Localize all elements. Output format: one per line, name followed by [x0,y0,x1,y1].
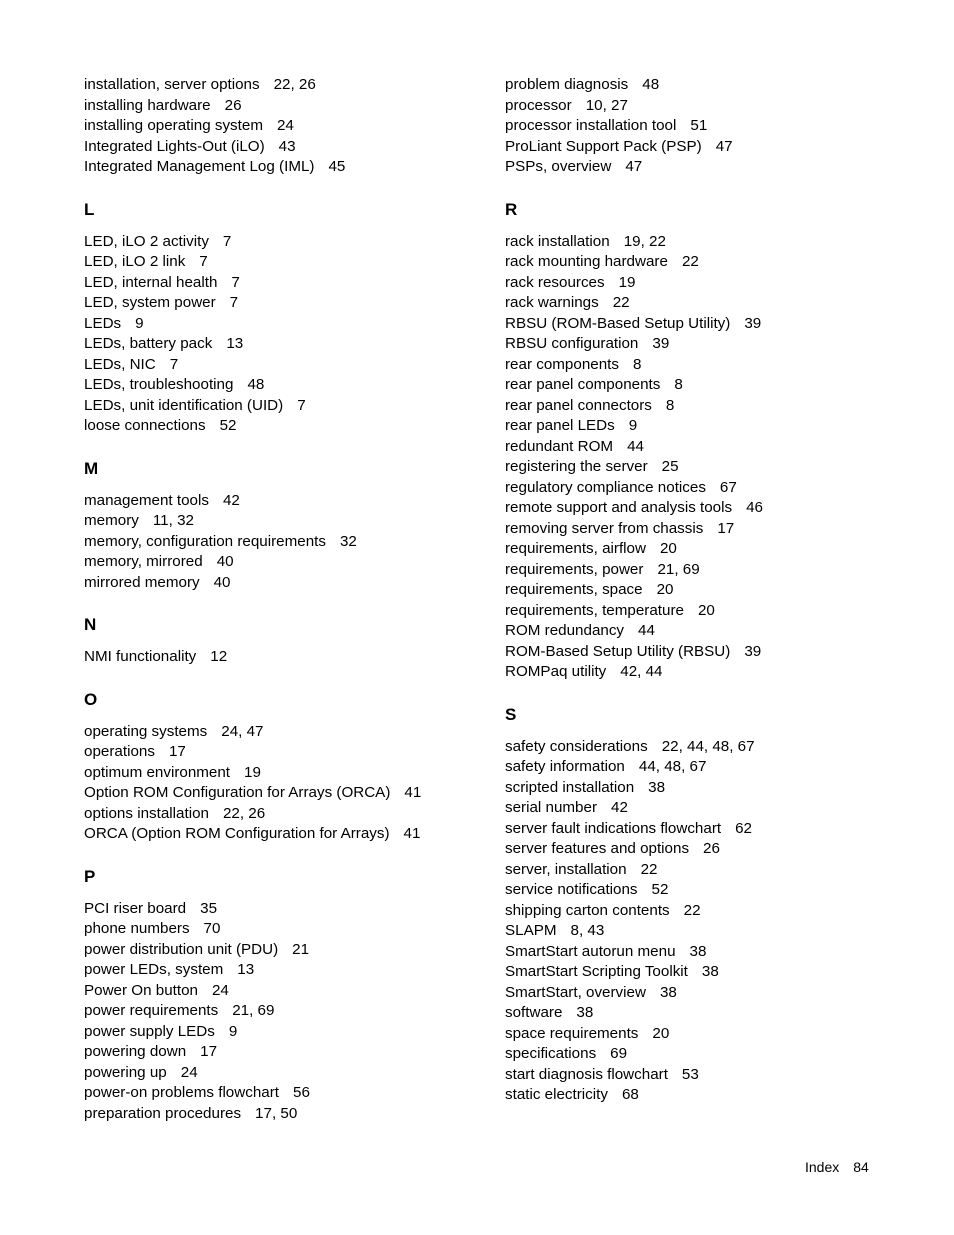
index-entry [84,232,484,253]
index-entry [505,75,925,96]
entry-term: server features and options [505,840,690,857]
entry-pages[interactable]: 20 [652,1024,670,1042]
entry-pages[interactable]: 42 [611,799,628,816]
entry-pages[interactable]: 7 [297,396,306,414]
section-letter: L [84,199,95,219]
entry-pages[interactable]: 44 [638,622,655,639]
entry-term: safety considerations [505,737,648,755]
section-letter: N [84,615,97,634]
entry-pages[interactable]: 44 [627,437,644,455]
entry-term: remote support and analysis tools [505,499,733,516]
index-entry [505,457,925,478]
entry-term: loose connections [84,417,206,434]
entry-pages[interactable]: 67 [719,478,737,496]
entry-term: LEDs, battery pack [84,335,213,352]
index-entry [505,778,925,799]
entry-pages[interactable]: 20 [659,540,677,557]
index-entry [505,642,925,663]
index-entry [505,314,925,335]
index-entry [84,1042,484,1063]
entry-pages[interactable]: 24, 47 [221,722,264,740]
footer-label: Index [805,1159,840,1175]
entry-term: ORCA (Option ROM Configuration for Arrays) [84,825,390,842]
entry-term: installing hardware [84,96,211,114]
index-section [84,690,484,845]
index-entry [84,375,484,396]
entry-term: optimum environment [84,763,231,781]
entry-term: regulatory compliance notices [505,478,706,496]
index-entry [505,839,925,860]
entry-term: memory, configuration requirements [84,532,326,550]
index-entry [84,293,484,314]
entry-term: serial number [505,799,598,816]
entry-term: power supply LEDs [84,1022,215,1040]
entry-pages[interactable]: 38 [701,963,719,980]
index-entry [84,981,484,1002]
index-entry [505,901,925,922]
entry-term: rear components [505,355,619,373]
entry-pages[interactable]: 47 [625,158,643,175]
index-entry [84,804,484,825]
page-number: 84 [853,1159,869,1175]
index-entry [505,478,925,499]
index-entry [505,1003,925,1024]
entry-pages[interactable]: 12 [210,648,228,665]
index-entry [505,880,925,901]
entry-pages[interactable]: 7 [222,232,232,250]
entry-term: Integrated Management Log (IML) [84,158,315,175]
entry-term: LED, internal health [84,273,218,291]
entry-pages[interactable]: 13 [237,961,255,978]
entry-term: NMI functionality [84,648,197,665]
entry-pages[interactable]: 10, 27 [585,96,628,114]
index-entry [84,157,484,178]
entry-pages[interactable]: 39 [652,335,670,352]
index-section [84,867,484,1125]
entry-term: removing server from chassis [505,519,704,537]
entry-pages[interactable]: 20 [697,601,715,619]
entry-term: space requirements [505,1024,639,1042]
section-letter: M [84,458,99,478]
entry-pages[interactable]: 62 [735,819,753,837]
index-entry [84,355,484,376]
entry-term: software [505,1004,563,1021]
entry-pages[interactable]: 52 [651,881,669,898]
entry-pages[interactable]: 22, 44, 48, 67 [661,737,755,755]
entry-term: RBSU configuration [505,335,639,352]
index-section [84,459,484,594]
index-entry [505,396,925,417]
index-entry [505,116,925,137]
entry-term: Power On button [84,981,198,999]
index-entry [505,560,925,581]
entry-term: operations [84,743,155,760]
entry-term: shipping carton contents [505,901,670,919]
entry-pages[interactable]: 41 [404,784,422,801]
entry-pages[interactable]: 7 [169,355,179,373]
entry-term: Option ROM Configuration for Arrays (ORCA) [84,784,391,801]
index-entry [505,157,925,178]
index-entry [505,252,925,273]
entry-term: requirements, space [505,581,643,598]
entry-term: LEDs, unit identification (UID) [84,396,284,414]
entry-pages[interactable]: 7 [199,253,208,270]
entry-pages[interactable]: 24 [180,1063,198,1081]
entry-term: rear panel LEDs [505,417,615,434]
entry-pages[interactable]: 9 [228,1022,238,1040]
entry-pages[interactable]: 39 [744,314,762,332]
entry-term: powering down [84,1043,187,1060]
entry-term: ProLiant Support Pack (PSP) [505,137,702,155]
entry-term: SmartStart Scripting Toolkit [505,963,688,980]
entry-pages[interactable]: 69 [610,1045,628,1062]
index-entry [505,519,925,540]
index-entry [84,491,484,512]
index-entry [84,824,484,845]
entry-pages[interactable]: 68 [621,1086,639,1103]
entry-term: rack installation [505,232,610,250]
entry-term: LEDs [84,314,122,332]
entry-pages[interactable]: 70 [203,920,221,937]
index-entry [505,437,925,458]
entry-term: powering up [84,1063,167,1081]
entry-term: registering the server [505,458,648,475]
entry-term: scripted installation [505,778,635,796]
section-letter: S [505,704,517,724]
entry-term: rack mounting hardware [505,253,668,270]
index-entry [84,137,484,158]
index-section [505,200,925,683]
entry-pages[interactable]: 42, 44 [620,663,663,680]
entry-term: requirements, airflow [505,540,646,557]
entry-term: rack warnings [505,294,599,311]
entry-pages[interactable]: 48 [247,376,265,393]
entry-pages[interactable]: 9 [628,417,638,434]
entry-pages[interactable]: 26 [224,96,242,114]
index-entry [84,511,484,532]
index-entry [505,757,925,778]
index-entry [505,819,925,840]
entry-pages[interactable]: 17 [200,1043,218,1060]
entry-pages[interactable]: 22 [683,901,701,919]
index-section [505,75,925,178]
entry-pages[interactable]: 38 [689,942,707,960]
index-entry [505,273,925,294]
entry-term: static electricity [505,1086,608,1103]
entry-pages[interactable]: 13 [226,335,244,352]
index-entry [505,621,925,642]
entry-term: PSPs, overview [505,158,612,175]
entry-pages[interactable]: 38 [659,983,677,1001]
entry-term: ROM redundancy [505,622,625,639]
entry-pages[interactable]: 8 [632,355,642,373]
entry-pages[interactable]: 32 [339,532,357,550]
entry-term: power distribution unit (PDU) [84,940,279,958]
entry-pages[interactable]: 22, 26 [273,76,316,93]
entry-pages[interactable]: 38 [648,778,666,796]
index-entry [84,960,484,981]
entry-term: processor [505,96,572,114]
index-entry [84,75,484,96]
entry-term: requirements, power [505,560,644,578]
index-entry [505,293,925,314]
index-entry [84,1022,484,1043]
index-entry [84,1063,484,1084]
index-entry [84,1083,484,1104]
entry-pages[interactable]: 21, 69 [657,560,700,578]
index-entry [84,919,484,940]
entry-term: memory [84,512,139,529]
index-entry [84,532,484,553]
index-entry [84,314,484,335]
entry-pages[interactable]: 42 [222,491,240,509]
entry-term: specifications [505,1045,597,1062]
page-footer [805,1158,869,1176]
index-entry [84,783,484,804]
entry-term: management tools [84,491,209,509]
index-entry [84,763,484,784]
entry-term: installing operating system [84,117,263,134]
entry-term: SmartStart autorun menu [505,942,676,960]
index-entry [505,1044,925,1065]
index-entry [505,580,925,601]
entry-term: RBSU (ROM-Based Setup Utility) [505,314,731,332]
entry-pages[interactable]: 26 [703,840,720,857]
entry-pages[interactable]: 17 [717,519,735,537]
entry-pages[interactable]: 20 [656,581,674,598]
index-entry [84,252,484,273]
entry-term: rear panel components [505,376,661,393]
entry-term: mirrored memory [84,573,200,591]
index-entry [84,552,484,573]
index-entry [505,375,925,396]
entry-term: phone numbers [84,920,190,937]
index-entry [84,742,484,763]
entry-term: server, installation [505,860,627,878]
index-entry [84,334,484,355]
entry-pages[interactable]: 8, 43 [570,922,605,939]
entry-pages[interactable]: 53 [681,1065,699,1083]
entry-term: rack resources [505,273,605,291]
index-entry [505,416,925,437]
index-entry [84,273,484,294]
entry-term: LED, iLO 2 activity [84,232,209,250]
index-entry [84,396,484,417]
entry-pages[interactable]: 19, 22 [623,232,666,250]
entry-pages[interactable]: 40 [216,553,234,570]
entry-pages[interactable]: 24 [211,981,229,999]
entry-pages[interactable]: 22, 26 [222,804,266,822]
entry-pages[interactable]: 11, 32 [152,512,194,529]
entry-term: safety information [505,758,625,775]
entry-pages[interactable]: 19 [244,763,261,781]
entry-term: server fault indications flowchart [505,819,722,837]
entry-pages[interactable]: 17 [168,743,186,760]
entry-pages[interactable]: 43 [278,137,296,155]
index-entry [505,539,925,560]
entry-term: options installation [84,804,209,822]
entry-term: processor installation tool [505,117,677,134]
index-entry [505,601,925,622]
entry-term: Integrated Lights-Out (iLO) [84,137,265,155]
index-entry [505,860,925,881]
entry-term: start diagnosis flowchart [505,1065,668,1083]
entry-term: service notifications [505,881,638,898]
index-entry [84,722,484,743]
index-column-right [505,75,925,1106]
index-entry [84,416,484,437]
entry-term: LED, iLO 2 link [84,253,186,270]
entry-pages[interactable]: 7 [229,294,239,311]
entry-pages[interactable]: 48 [642,76,660,93]
index-section [84,615,484,668]
entry-term: preparation procedures [84,1104,242,1122]
entry-term: power requirements [84,1002,219,1019]
index-entry [505,798,925,819]
entry-term: power LEDs, system [84,961,224,978]
index-entry [84,940,484,961]
entry-pages[interactable]: 45 [328,158,346,175]
index-entry [505,921,925,942]
index-entry [505,983,925,1004]
index-section [84,75,484,178]
entry-pages[interactable]: 22 [612,294,630,311]
entry-pages[interactable]: 52 [219,417,237,434]
entry-pages[interactable]: 8 [665,396,675,414]
entry-term: installation, server options [84,76,260,93]
index-entry [505,1085,925,1106]
entry-pages[interactable]: 7 [231,273,240,291]
index-entry [505,1024,925,1045]
index-entry [505,334,925,355]
index-entry [84,1001,484,1022]
entry-pages[interactable]: 47 [715,137,733,155]
entry-pages[interactable]: 51 [690,117,708,134]
entry-pages[interactable]: 56 [293,1084,310,1101]
index-entry [84,96,484,117]
entry-term: SmartStart, overview [505,983,646,1001]
index-entry [505,498,925,519]
entry-pages[interactable]: 38 [576,1004,594,1021]
entry-term: LEDs, NIC [84,355,156,373]
entry-term: redundant ROM [505,437,614,455]
index-entry [505,662,925,683]
entry-term: rear panel connectors [505,396,652,414]
entry-pages[interactable]: 17, 50 [255,1104,298,1122]
section-letter: P [84,866,96,886]
index-section [84,200,484,437]
entry-pages[interactable]: 9 [135,314,144,332]
entry-term: SLAPM [505,922,557,939]
entry-term: requirements, temperature [505,601,684,619]
index-entry [505,137,925,158]
index-entry [84,647,484,668]
section-letter: R [505,199,518,219]
index-entry [84,899,484,920]
index-entry [505,355,925,376]
entry-pages[interactable]: 39 [744,642,762,660]
index-entry [505,962,925,983]
index-entry [84,573,484,594]
entry-pages[interactable]: 19 [618,273,636,291]
entry-term: problem diagnosis [505,76,629,93]
entry-pages[interactable]: 44, 48, 67 [638,758,707,775]
entry-pages[interactable]: 25 [661,458,679,475]
entry-term: power-on problems flowchart [84,1084,279,1101]
index-entry [505,1065,925,1086]
index-entry [505,737,925,758]
entry-term: ROM-Based Setup Utility (RBSU) [505,642,731,660]
entry-term: operating systems [84,722,208,740]
entry-pages[interactable]: 41 [403,825,421,842]
entry-term: PCI riser board [84,899,187,917]
index-section [505,705,925,1106]
entry-pages[interactable]: 21, 69 [232,1002,275,1019]
entry-pages[interactable]: 24 [276,117,294,134]
index-entry [84,116,484,137]
entry-pages[interactable]: 22 [640,860,658,878]
entry-pages[interactable]: 8 [674,376,683,393]
entry-pages[interactable]: 22 [681,253,699,270]
index-entry [505,232,925,253]
section-letter: O [84,689,98,709]
entry-pages[interactable]: 46 [746,499,763,516]
entry-term: LED, system power [84,294,216,311]
index-entry [505,942,925,963]
entry-pages[interactable]: 35 [200,899,218,917]
index-entry [505,96,925,117]
entry-pages[interactable]: 21 [292,940,310,958]
entry-term: ROMPaq utility [505,663,607,680]
entry-pages[interactable]: 40 [213,573,231,591]
entry-term: LEDs, troubleshooting [84,376,234,393]
entry-term: memory, mirrored [84,553,203,570]
index-column-left [84,75,484,1124]
index-entry [84,1104,484,1125]
